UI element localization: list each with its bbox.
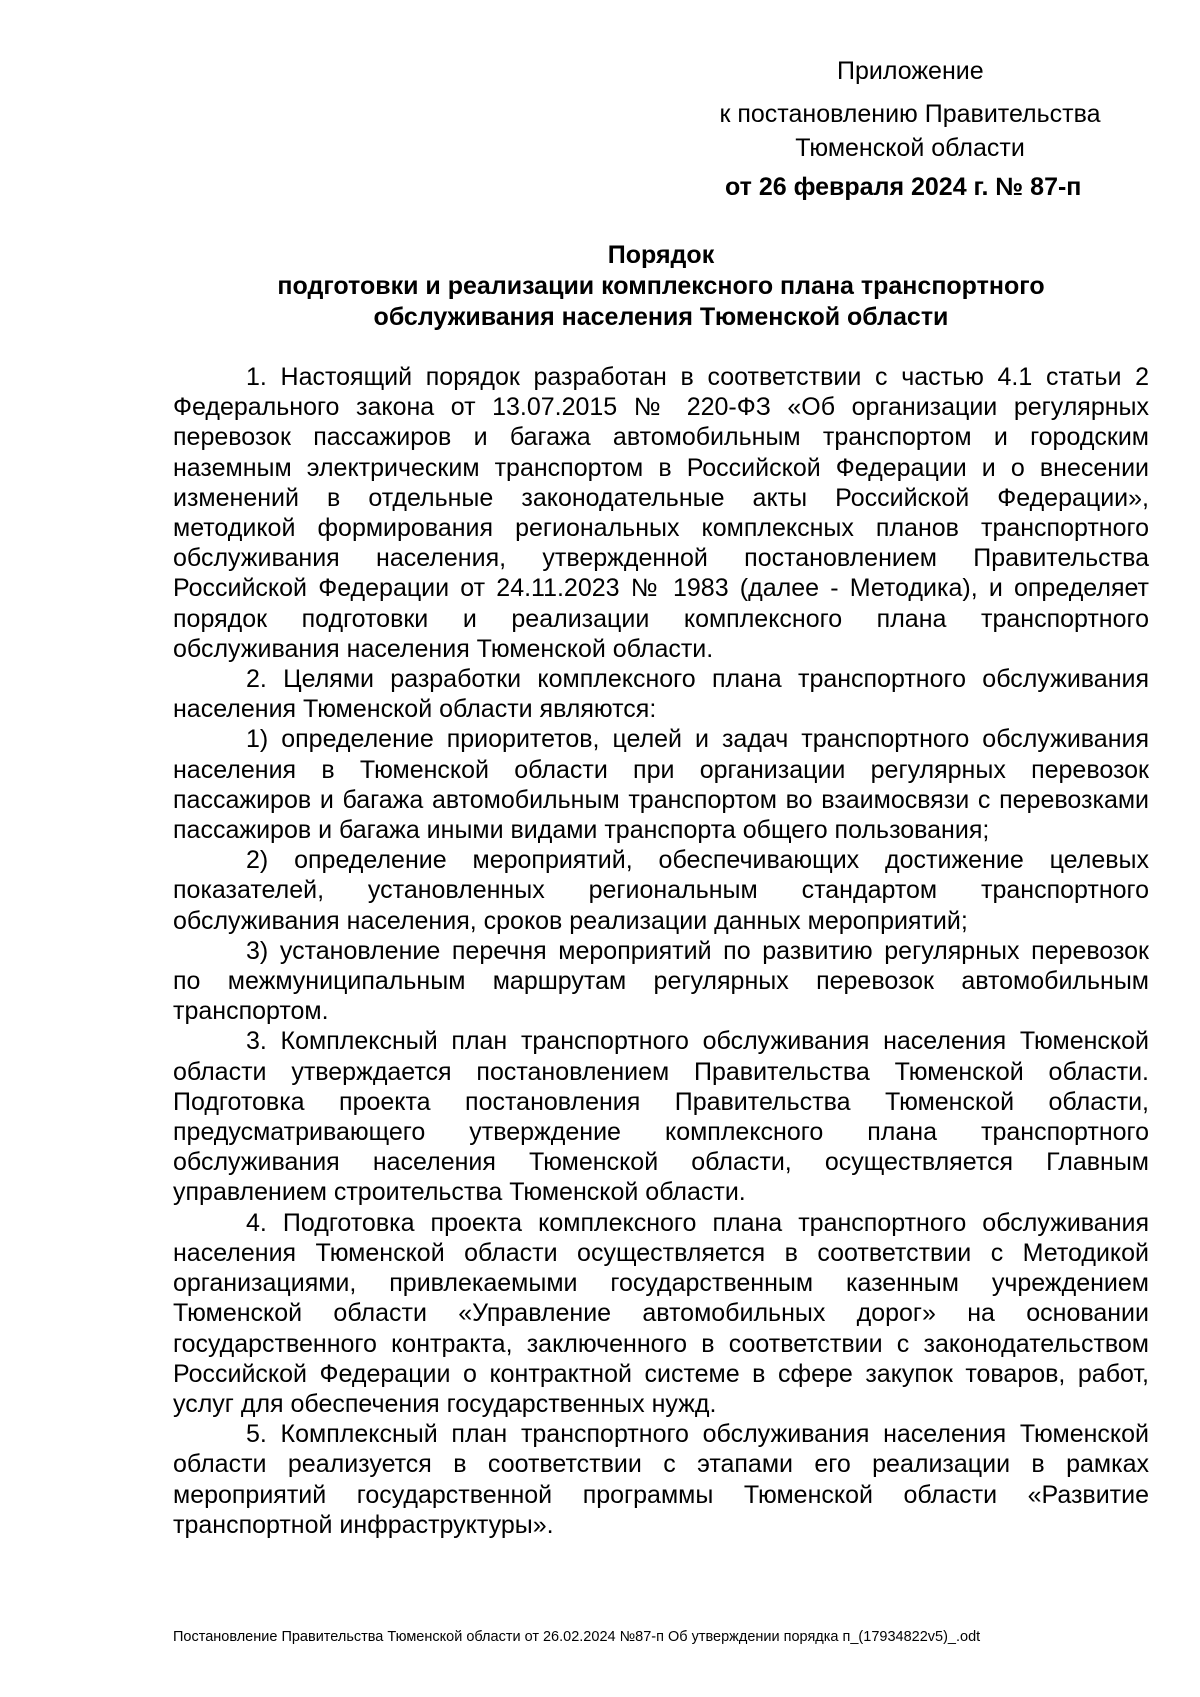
paragraph-2-item-1: 1) определение приоритетов, целей и задач транспортного обслуживания населения в Тюменской области при организации регулярных перевозок пассажиров и багажа автомобильным транспортом во взаимосвязи с перевозками пассажиров и багажа иными видами транспорта общего пользования; bbox=[173, 725, 1149, 845]
paragraph-2-item-2: 2) определение мероприятий, обеспечивающих достижение целевых показателей, установленных региональным стандартом транспортного обслуживания населения, сроков реализации данных мероприятий; bbox=[173, 846, 1149, 935]
appendix-reference bbox=[700, 97, 1120, 165]
title-line: Порядок bbox=[607, 241, 715, 269]
document-body bbox=[173, 362, 1149, 1540]
page-footer: Постановление Правительства Тюменской области от 26.02.2024 №87-п Об утверждении порядка п_(17934822v5)_.odt bbox=[173, 1629, 981, 1645]
title-line: подготовки и реализации комплексного плана транспортного bbox=[277, 272, 1045, 300]
appendix-ref-line: к постановлению Правительства bbox=[719, 100, 1101, 128]
paragraph-5: 5. Комплексный план транспортного обслуживания населения Тюменской области реализуется в соответствии с этапами его реализации в рамках мероприятий государственной программы Тюменской области «Развитие транспортной инфраструктуры». bbox=[173, 1420, 1149, 1539]
appendix-date: от 26 февраля 2024 г. № 87-п bbox=[725, 173, 1082, 201]
paragraph-2-item-3: 3) установление перечня мероприятий по развитию регулярных перевозок по межмуниципальным маршрутам регулярных перевозок автомобильным транспортом. bbox=[173, 936, 1149, 1026]
appendix-title: Приложение bbox=[837, 57, 984, 85]
paragraph-1: 1. Настоящий порядок разработан в соответствии с частью 4.1 статьи 2 Федерального закона от 13.07.2015 № 220-ФЗ «Об организации регулярных перевозок пассажиров и багажа автомобильным транспортом и городским наземным электрическим транспортом в Российской Федерации и о внесении изменений в отдельные законодательные акты Российской Федерации», методикой формирования региональных комплексных планов транспортного обслуживания населения, утвержденной постановлением Правительства Российской Федерации от 24.11.2023 № 1983 (далее - Методика), и определяет порядок подготовки и реализации комплексного плана транспортного обслуживания населения Тюменской области. bbox=[173, 363, 1149, 663]
title-line: обслуживания населения Тюменской области bbox=[373, 303, 949, 331]
paragraph-3: 3. Комплексный план транспортного обслуживания населения Тюменской области утверждается постановлением Правительства Тюменской области. Подготовка проекта постановления Правительства Тюменской области, предусматривающего утверждение комплексного плана транспортного обслуживания населения Тюменской области, осуществляется Главным управлением строительства Тюменской области. bbox=[173, 1027, 1149, 1207]
paragraph-4: 4. Подготовка проекта комплексного плана транспортного обслуживания населения Тюменской области осуществляется в соответствии с Методикой организациями, привлекаемыми государственным казенным учреждением Тюменской области «Управление автомобильных дорог» на основании государственного контракта, заключенного в соответствии с законодательством Российской Федерации о контрактной системе в сфере закупок товаров, работ, услуг для обеспечения государственных нужд. bbox=[173, 1208, 1149, 1418]
appendix-ref-line: Тюменской области bbox=[795, 134, 1025, 162]
document-title bbox=[173, 240, 1149, 333]
paragraph-2: 2. Целями разработки комплексного плана транспортного обслуживания населения Тюменской области являются: bbox=[173, 665, 1149, 724]
